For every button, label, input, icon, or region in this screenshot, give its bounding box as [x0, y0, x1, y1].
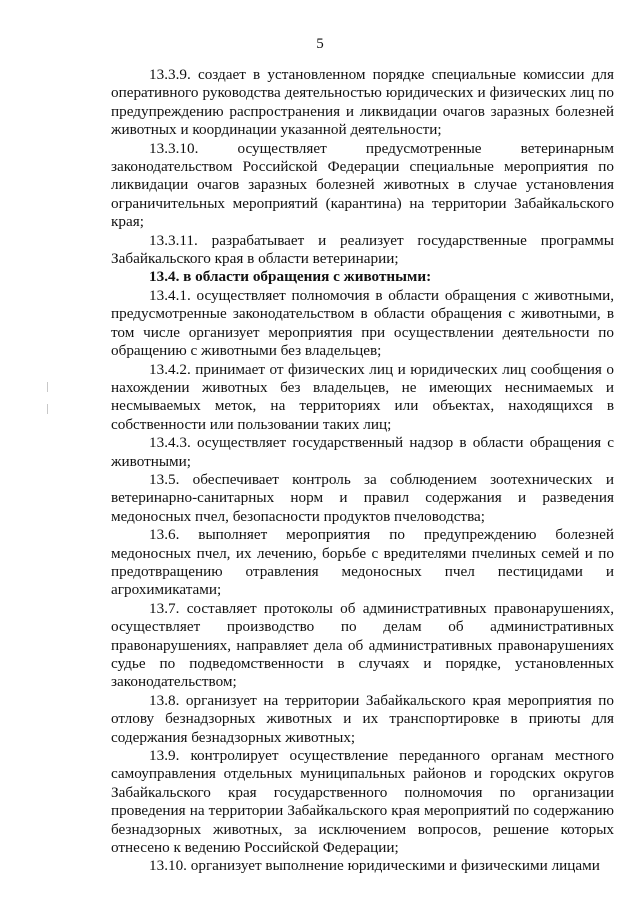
paragraph-13-7: 13.7. составляет протоколы об административных правонарушениях, осуществляет производство по делам об административных правонарушениях, направляет дела об административных правонарушениях судье по подведомственности в случаях и порядке, установленных законодательством;	[111, 599, 614, 691]
page-number: 5	[316, 36, 324, 52]
paragraph-13-3-9: 13.3.9. создает в установленном порядке специальные комиссии для оперативного руководства деятельностью юридических и физических лиц по предупреждению распространения и ликвидации очагов заразных болезней животных и координации указанной деятельности;	[111, 66, 614, 139]
paragraph-13-4-2: 13.4.2. принимает от физических лиц и юридических лиц сообщения о нахождении животных без владельцев, не имеющих неснимаемых и несмываемых меток, на территориях или объектах, находящихся в собственности или пользовании таких лиц;	[111, 360, 614, 433]
paragraph-13-3-10: 13.3.10. осуществляет предусмотренные ветеринарным законодательством Российской Федерации специальные мероприятия по ликвидации очагов заразных болезней животных в случае установления ограничительных мероприятий (карантина) на территории Забайкальского края;	[111, 139, 614, 231]
paragraph-13-4-3: 13.4.3. осуществляет государственный надзор в области обращения с животными;	[111, 434, 614, 470]
paragraph-13-9: 13.9. контролирует осуществление переданного органам местного самоуправления отдельных муниципальных районов и городских округов Забайкальского края государственного полномочия по организации проведения на территории Забайкальского края мероприятий по содержанию безнадзорных животных, за исключением вопросов, решение которых отнесено к ведению Российской Федерации;	[111, 747, 614, 857]
paragraph-13-10: 13.10. организует выполнение юридическими и физическими лицами	[149, 857, 600, 875]
paragraph-13-6: 13.6. выполняет мероприятия по предупреждению болезней медоносных пчел, их лечению, борьбе с вредителями пчелиных семей и по предотвращению отравления медоносных пчел пестицидами и агрохимикатами;	[111, 526, 614, 599]
margin-mark	[47, 404, 48, 414]
margin-mark	[47, 382, 48, 392]
section-heading-13-4: 13.4. в области обращения с животными:	[149, 268, 432, 286]
paragraph-13-8: 13.8. организует на территории Забайкальского края мероприятия по отлову безнадзорных животных и их транспортировке в приюты для содержания безнадзорных животных;	[111, 691, 614, 746]
paragraph-13-4-1: 13.4.1. осуществляет полномочия в области обращения с животными, предусмотренные законодательством в области обращения с животными, в том числе организует мероприятия при осуществлении деятельности по обращению с животными без владельцев;	[111, 286, 614, 360]
document-body	[111, 66, 614, 876]
paragraph-13-5: 13.5. обеспечивает контроль за соблюдением зоотехнических и ветеринарно-санитарных норм и правил содержания и разведения медоносных пчел, безопасности продуктов пчеловодства;	[111, 470, 614, 525]
paragraph-13-3-11: 13.3.11. разрабатывает и реализует государственные программы Забайкальского края в области ветеринарии;	[111, 231, 614, 268]
